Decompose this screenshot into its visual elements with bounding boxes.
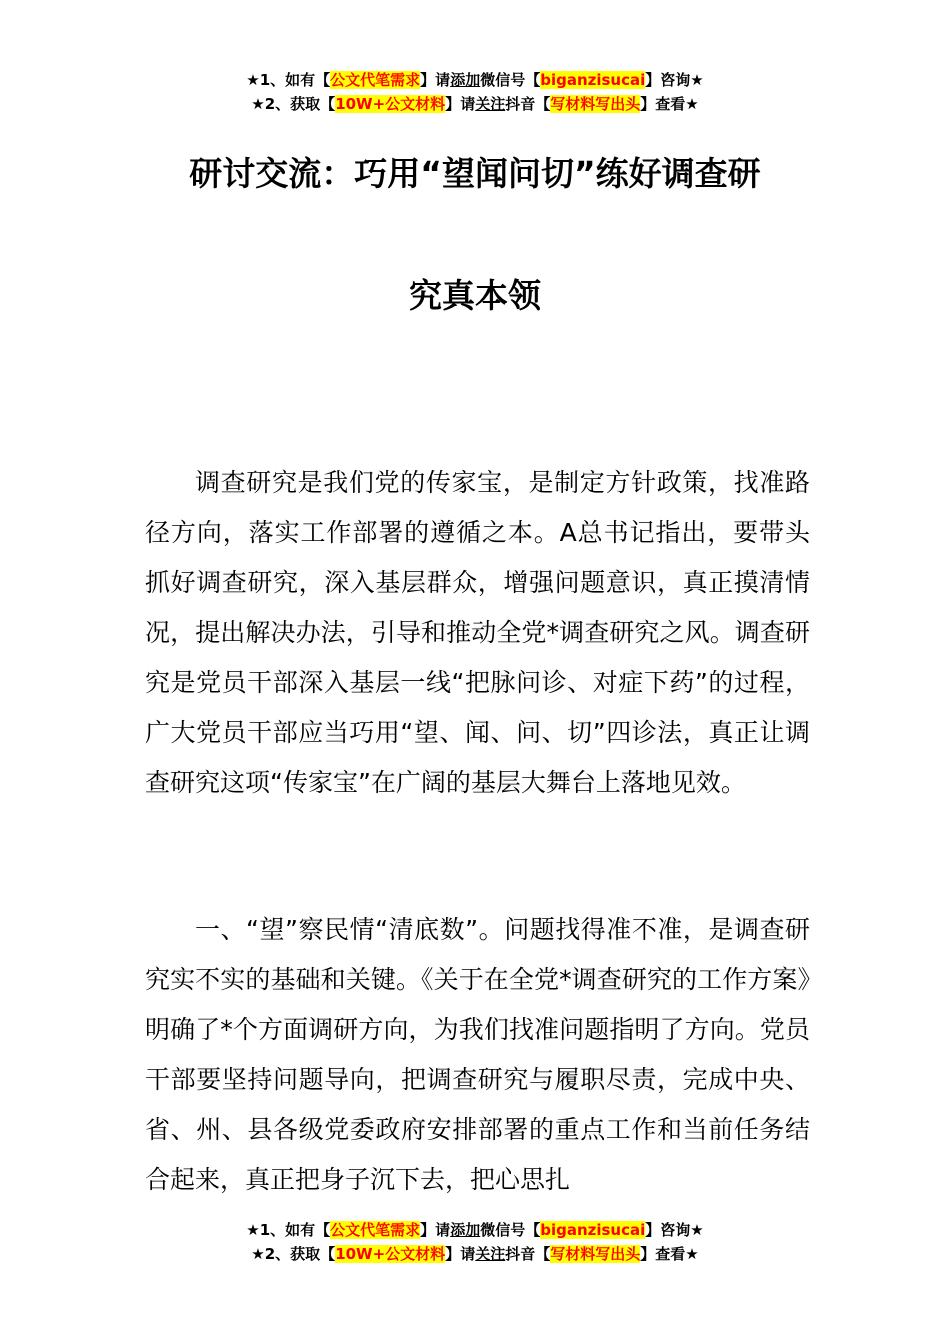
promo-banner-top (0, 68, 950, 116)
body-paragraph-1: 调查研究是我们党的传家宝，是制定方针政策，找准路径方向，落实工作部署的遵循之本。A总书记指出，要带头抓好调查研究，深入基层群众，增强问题意识，真正摸清情况，提出解决办法，引导和推动全党*调查研究之风。调查研究是党员干部深入基层一线“把脉问诊、对症下药”的过程，广大党员干部应当巧用“望、闻、问、切”四诊法，真正让调查研究这项“传家宝”在广阔的基层大舞台上落地见效。 (145, 468, 810, 797)
douyin-id: 写材料写出头 (550, 1245, 641, 1263)
underlined-text: 添加 (450, 1221, 481, 1239)
highlight-text: 公文代笔需求 (330, 71, 421, 89)
underlined-text: 添加 (450, 71, 481, 89)
promo-banner-bottom (0, 1218, 950, 1266)
wechat-id: biganzisucai (540, 71, 646, 89)
highlight-text: 公文代笔需求 (330, 1221, 421, 1239)
document-title-line-1: 研讨交流：巧用“望闻问切”练好调查研 (189, 154, 761, 193)
douyin-id: 写材料写出头 (550, 95, 641, 113)
underlined-text: 关注 (475, 1245, 506, 1263)
underlined-text: 关注 (475, 95, 506, 113)
promo-line-2: ★2、获取【10W+公文材料】请关注抖音【写材料写出头】查看★ (251, 1245, 699, 1263)
document-title-line-2: 究真本领 (409, 276, 541, 315)
promo-line-1: ★1、如有【公文代笔需求】请添加微信号【biganzisucai】咨询★ (246, 1221, 704, 1239)
body-paragraph-2: 一、“望”察民情“清底数”。问题找得准不准，是调查研究实不实的基础和关键。《关于在全党*调查研究的工作方案》明确了*个方面调研方向，为我们找准问题指明了方向。党员干部要坚持问题导向，把调查研究与履职尽责，完成中央、省、州、县各级党委政府安排部署的重点工作和当前任务结合起来，真正把身子沉下去，把心思扎 (145, 915, 810, 1194)
promo-line-1: ★1、如有【公文代笔需求】请添加微信号【biganzisucai】咨询★ (246, 71, 704, 89)
highlight-text: 10W+公文材料 (335, 95, 446, 113)
wechat-id: biganzisucai (540, 1221, 646, 1239)
promo-line-2: ★2、获取【10W+公文材料】请关注抖音【写材料写出头】查看★ (251, 95, 699, 113)
highlight-text: 10W+公文材料 (335, 1245, 446, 1263)
